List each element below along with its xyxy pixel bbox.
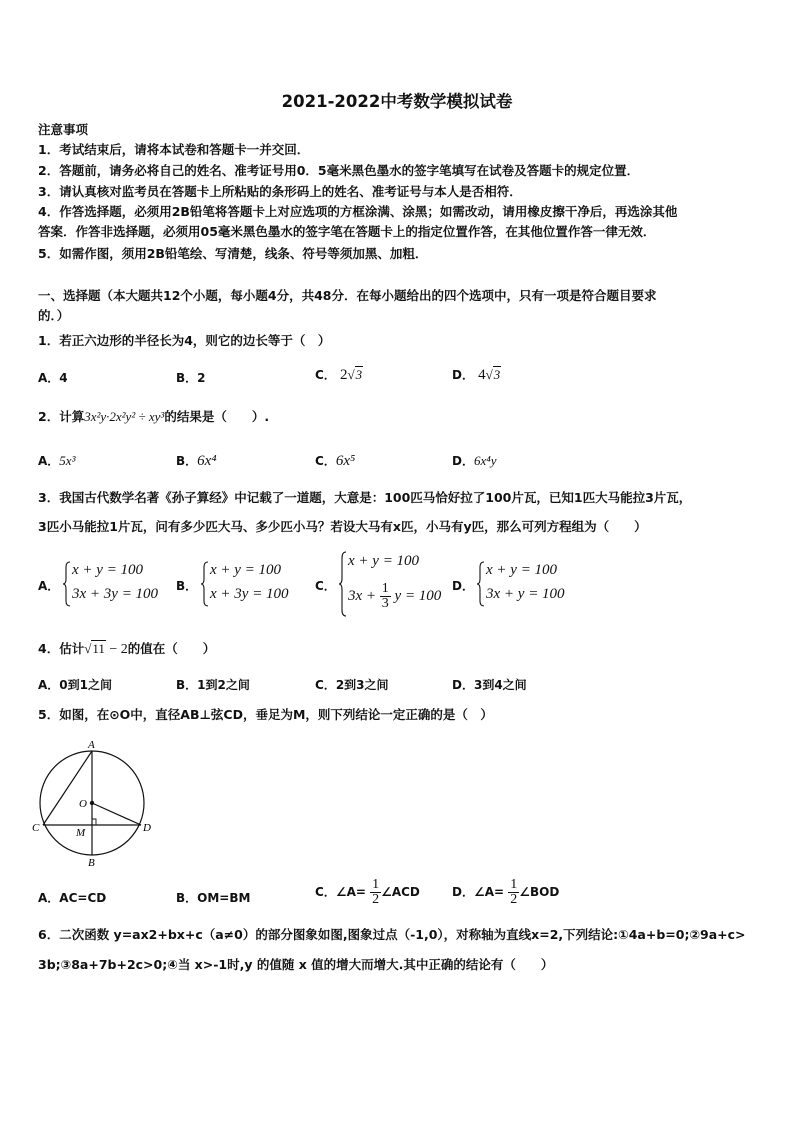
option-label: A． bbox=[38, 371, 60, 385]
notice-item-3: 3．请认真核对监考员在答题卡上所粘贴的条形码上的姓名、准考证号与本人是否相符． bbox=[38, 184, 522, 199]
option-label: B． bbox=[176, 678, 198, 692]
question-5-stem: 5．如图，在⊙O中，直径AB⊥弦CD，垂足为M，则下列结论一定正确的是（ ） bbox=[38, 707, 493, 722]
fraction bbox=[380, 582, 391, 611]
q3-option-a-label bbox=[38, 577, 59, 594]
stem-prefix: 2．计算 bbox=[38, 409, 85, 424]
center-point bbox=[90, 801, 94, 805]
option-label: C． bbox=[315, 678, 336, 692]
stem-suffix: 的结果是（ ）. bbox=[164, 409, 270, 424]
brace-icon bbox=[200, 560, 210, 608]
option-label: D． bbox=[452, 579, 474, 593]
fraction-denominator: 2 bbox=[372, 892, 380, 907]
section-heading-cont: 的．） bbox=[38, 308, 70, 323]
option-label: C． bbox=[315, 885, 336, 899]
fraction-denominator: 3 bbox=[381, 596, 389, 611]
option-label: B． bbox=[176, 579, 198, 593]
equation-row-2 bbox=[348, 582, 441, 611]
option-value: 4 bbox=[59, 371, 68, 385]
coefficient: 4 bbox=[478, 367, 486, 383]
stem-prefix: 4．估计 bbox=[38, 641, 85, 656]
question-3-line-2: 3匹小马能拉1片瓦，问有多少匹大马、多少匹小马？若设大马有x匹，小马有y匹，那么可列方程组为（ ） bbox=[38, 519, 647, 534]
angle-suffix: ∠BOD bbox=[519, 885, 560, 899]
option-value: 6x⁵ bbox=[335, 453, 356, 469]
q5-option-b bbox=[176, 889, 250, 906]
stem-tail: − 2 bbox=[105, 642, 128, 657]
label-b: B bbox=[88, 857, 95, 869]
coefficient: 2 bbox=[339, 367, 348, 383]
option-label: B． bbox=[176, 371, 198, 385]
q3-option-d-system bbox=[476, 560, 576, 610]
fraction-denominator: 2 bbox=[510, 892, 518, 907]
radicand: 3 bbox=[493, 367, 501, 382]
option-label: D． bbox=[452, 454, 474, 468]
page-title: 2021-2022中考数学模拟试卷 bbox=[281, 92, 513, 111]
stem-suffix: 的值在（ ） bbox=[127, 641, 216, 656]
question-3-line-1: 3．我国古代数学名著《孙子算经》中记载了一道题，大意是：100匹马恰好拉了100片瓦，已知1匹大马能拉3片瓦， bbox=[38, 490, 692, 505]
q3-option-b-label bbox=[176, 577, 197, 594]
fraction-numerator: 1 bbox=[510, 877, 518, 892]
notice-item-4: 4．作答选择题，必须用2B铅笔将答题卡上对应选项的方框涂满、涂黑；如需改动，请用橡皮擦干净后，再选涂其他 bbox=[38, 204, 678, 219]
stem-expression: 3x²y·2x²y² ÷ xy³ bbox=[84, 409, 165, 424]
brace-icon bbox=[338, 550, 348, 618]
option-value: 3到4之间 bbox=[473, 678, 527, 692]
segment-ac bbox=[43, 751, 92, 825]
equation-row-2: 3x + y = 100 bbox=[486, 586, 565, 602]
label-o: O bbox=[79, 798, 87, 810]
radicand: 3 bbox=[355, 367, 363, 382]
option-value: 0到1之间 bbox=[59, 678, 112, 692]
row-suffix: y = 100 bbox=[394, 587, 442, 604]
q1-option-a bbox=[38, 369, 68, 386]
segment-od bbox=[92, 803, 141, 825]
question-6-line-1: 6．二次函数 y=ax2+bx+c（a≠0）的部分图象如图,图象过点（-1,0），对称轴为直线x=2,下列结论:①4a+b=0;②9a+c> bbox=[38, 927, 746, 942]
label-d: D bbox=[143, 822, 151, 834]
radical-sign: √ bbox=[485, 367, 493, 382]
option-label: D． bbox=[452, 368, 474, 382]
equation-row-1: x + y = 100 bbox=[210, 562, 282, 578]
option-label: D． bbox=[452, 885, 474, 899]
radicand: 11 bbox=[92, 641, 105, 656]
angle-suffix: ∠ACD bbox=[381, 885, 420, 899]
section-heading: 一、选择题（本大题共12个小题，每小题4分，共48分．在每小题给出的四个选项中，只有一项是符合题目要求 bbox=[38, 288, 657, 303]
question-2-stem bbox=[38, 409, 269, 426]
q3-option-c-label bbox=[315, 577, 336, 594]
equation-row-2: x + 3y = 100 bbox=[210, 586, 289, 602]
notice-heading: 注意事项 bbox=[38, 122, 89, 137]
fraction bbox=[370, 878, 381, 907]
q1-option-d bbox=[452, 366, 501, 384]
row-prefix: 3x + bbox=[348, 587, 377, 604]
q2-option-a bbox=[38, 452, 75, 469]
option-label: A． bbox=[38, 891, 60, 905]
q3-option-d-label bbox=[452, 577, 474, 594]
notice-item-1: 1．考试结束后，请将本试卷和答题卡一并交回． bbox=[38, 142, 310, 157]
q3-option-b-system bbox=[200, 560, 300, 610]
q2-option-b bbox=[176, 452, 217, 470]
option-value: 1到2之间 bbox=[197, 678, 250, 692]
label-a: A bbox=[88, 739, 95, 751]
q2-option-d bbox=[452, 452, 497, 469]
option-value: 5x³ bbox=[59, 453, 76, 468]
option-value: 2 bbox=[197, 371, 206, 385]
option-label: C． bbox=[315, 454, 336, 468]
option-label: C． bbox=[315, 368, 336, 382]
fraction bbox=[508, 878, 519, 907]
q4-option-a bbox=[38, 676, 112, 693]
option-label: A． bbox=[38, 678, 60, 692]
option-label: C． bbox=[315, 579, 336, 593]
equation-row-2: 3x + 3y = 100 bbox=[72, 586, 159, 602]
brace-icon bbox=[62, 560, 72, 608]
q5-option-d bbox=[452, 878, 559, 907]
option-value: 6x⁴ bbox=[197, 453, 217, 469]
angle-prefix: ∠A= bbox=[335, 885, 366, 899]
question-6-line-2: 3b;③8a+7b+2c>0;④当 x>-1时,y 的值随 x 值的增大而增大.其中正确的结论有（ ） bbox=[38, 957, 554, 972]
equation-row-1: x + y = 100 bbox=[486, 562, 558, 578]
q4-option-b bbox=[176, 676, 250, 693]
option-value: OM=BM bbox=[197, 891, 251, 905]
option-value: AC=CD bbox=[59, 891, 107, 905]
option-label: A． bbox=[38, 579, 60, 593]
circle-figure bbox=[30, 735, 160, 870]
q4-option-d bbox=[452, 676, 527, 693]
option-value: 2到3之间 bbox=[335, 678, 389, 692]
option-label: B． bbox=[176, 454, 198, 468]
radical-sign: √ bbox=[347, 367, 355, 382]
fraction-numerator: 1 bbox=[381, 581, 389, 596]
q5-option-c bbox=[315, 878, 420, 907]
option-value: 6x⁴y bbox=[473, 453, 497, 468]
label-c: C bbox=[32, 822, 40, 834]
q1-option-c bbox=[315, 366, 363, 384]
fraction-numerator: 1 bbox=[372, 877, 380, 892]
label-m: M bbox=[76, 827, 86, 839]
option-label: A． bbox=[38, 454, 60, 468]
angle-prefix: ∠A= bbox=[473, 885, 505, 899]
question-1-stem: 1．若正六边形的半径长为4，则它的边长等于（ ） bbox=[38, 333, 331, 348]
q2-option-c bbox=[315, 452, 355, 470]
option-label: B． bbox=[176, 891, 198, 905]
q3-option-c-system bbox=[338, 550, 448, 620]
equation-row-1: x + y = 100 bbox=[72, 562, 144, 578]
equation-row-1: x + y = 100 bbox=[348, 553, 420, 569]
q3-option-a-system bbox=[62, 560, 172, 610]
brace-icon bbox=[476, 560, 486, 608]
question-4-stem bbox=[38, 640, 215, 658]
q1-option-b bbox=[176, 369, 206, 386]
notice-item-2: 2．答题前，请务必将自己的姓名、准考证号用0．5毫米黑色墨水的签字笔填写在试卷及答题卡的规定位置． bbox=[38, 163, 640, 178]
q4-option-c bbox=[315, 676, 389, 693]
notice-item-5: 5．如需作图，须用2B铅笔绘、写清楚，线条、符号等须加黑、加粗． bbox=[38, 246, 428, 261]
option-label: D． bbox=[452, 678, 474, 692]
q5-option-a bbox=[38, 889, 106, 906]
notice-item-4-cont: 答案．作答非选择题，必须用05毫米黑色墨水的签字笔在答题卡上的指定位置作答，在其他位置作答一律无效． bbox=[38, 224, 656, 239]
radical-sign: √ bbox=[84, 641, 92, 656]
